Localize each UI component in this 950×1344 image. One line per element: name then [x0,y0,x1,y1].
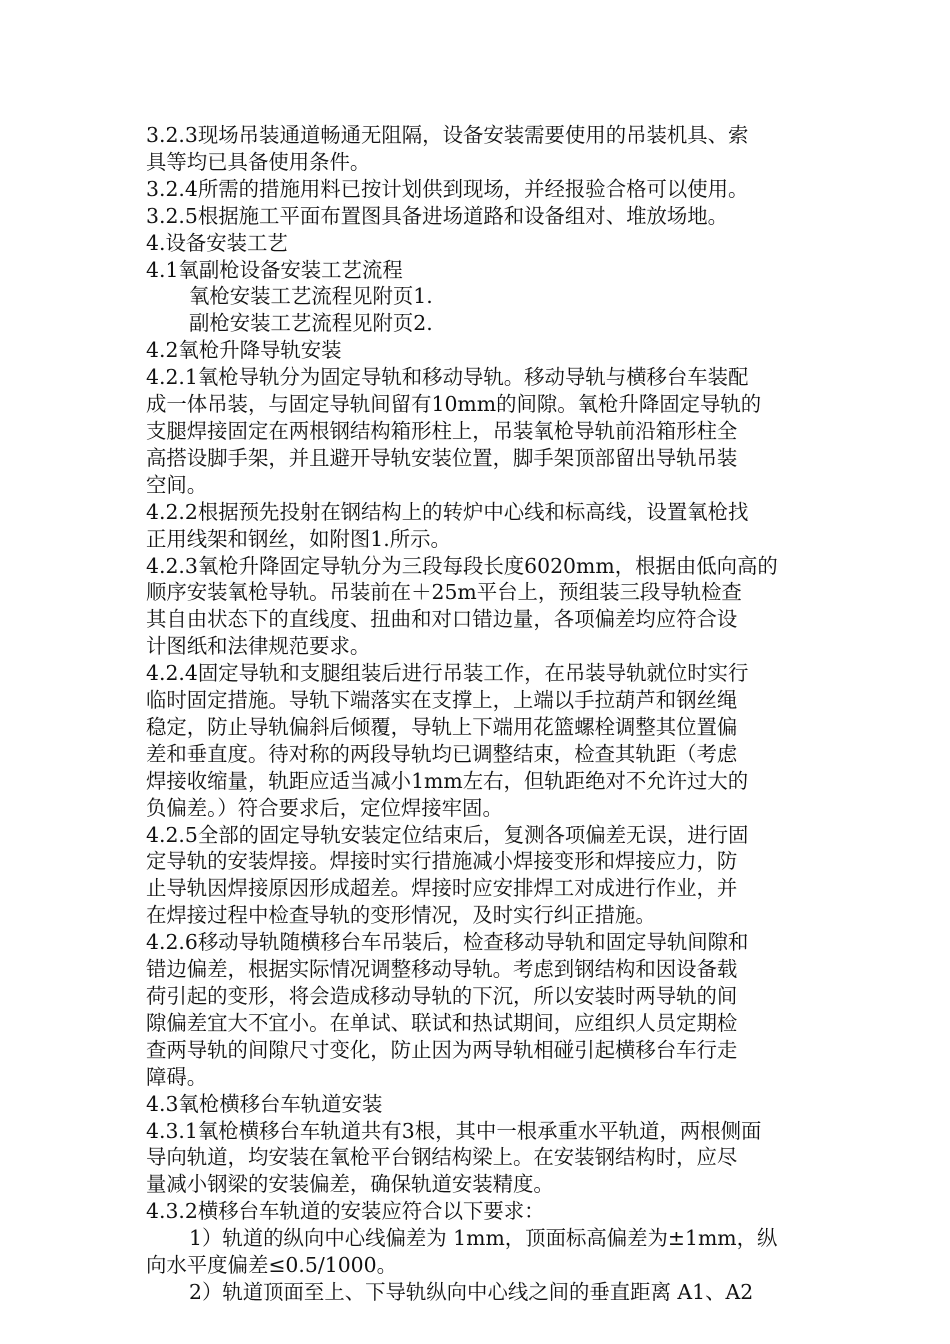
text-line: 焊接收缩量，轨距应适当减小1mm左右，但轨距绝对不允许过大的 [146,768,749,793]
text-line: 4.设备安装工艺 [146,230,288,255]
text-line: 成一体吊装，与固定导轨间留有10mm的间隙。氧枪升降固定导轨的 [146,392,762,417]
text-line: 错边偏差，根据实际情况调整移动导轨。考虑到钢结构和因设备载 [146,957,738,982]
text-line: 4.2.1氧枪导轨分为固定导轨和移动导轨。移动导轨与横移台车装配 [146,365,749,390]
text-line: 负偏差。）符合要求后，定位焊接牢固。 [146,795,503,820]
text-line: 止导轨因焊接原因形成超差。焊接时应安排焊工对成进行作业，并 [146,876,738,901]
text-line: 计图纸和法律规范要求。 [146,634,371,659]
text-line: 副枪安装工艺流程见附页2. [189,311,433,336]
text-line: 高搭设脚手架，并且避开导轨安装位置，脚手架顶部留出导轨吊装 [146,445,738,470]
text-line: 4.2.4固定导轨和支腿组装后进行吊装工作，在吊装导轨就位时实行 [146,661,749,686]
text-line: 查两导轨的间隙尺寸变化，防止因为两导轨相碰引起横移台车行走 [146,1037,738,1062]
text-line: 向水平度偏差≤0.5/1000。 [146,1253,398,1278]
text-line: 4.1氧副枪设备安装工艺流程 [146,257,403,282]
text-line: 具等均已具备使用条件。 [146,149,371,174]
text-line: 导向轨道，均安装在氧枪平台钢结构梁上。在安装钢结构时，应尽 [146,1145,738,1170]
text-line: 荷引起的变形，将会造成移动导轨的下沉，所以安装时两导轨的间 [146,984,738,1008]
text-line: 顺序安装氧枪导轨。吊装前在＋25m平台上，预组装三段导轨检查 [146,580,742,605]
text-line: 稳定，防止导轨偏斜后倾覆，导轨上下端用花篮螺栓调整其位置偏 [146,714,738,739]
text-line: 4.2.5全部的固定导轨安装定位结束后，复测各项偏差无误，进行固 [146,822,749,847]
document-body [146,122,836,1306]
text-line: 定导轨的安装焊接。焊接时实行措施减小焊接变形和焊接应力，防 [146,849,738,874]
text-line: 量减小钢梁的安装偏差，确保轨道安装精度。 [146,1172,554,1197]
text-line: 4.2.3氧枪升降固定导轨分为三段每段长度6020mm，根据由低向高的 [146,553,778,578]
text-line: 3.2.3现场吊装通道畅通无阻隔，设备安装需要使用的吊装机具、索 [146,123,749,147]
text-line: 障碍。 [146,1064,208,1089]
text-line: 4.2.6移动导轨随横移台车吊装后，检查移动导轨和固定导轨间隙和 [146,930,749,955]
text-line: 4.3氧枪横移台车轨道安装 [146,1091,383,1116]
text-line: 临时固定措施。导轨下端落实在支撑上，上端以手拉葫芦和钢丝绳 [146,688,738,713]
text-line: 4.3.2横移台车轨道的安装应符合以下要求： [146,1199,545,1224]
text-line: 1）轨道的纵向中心线偏差为 1mm，顶面标高偏差为±1mm，纵 [189,1226,778,1251]
text-line: 在焊接过程中检查导轨的变形情况，及时实行纠正措施。 [146,903,656,928]
text-line: 支腿焊接固定在两根钢结构箱形柱上，吊装氧枪导轨前沿箱形柱全 [146,418,738,443]
text-line: 3.2.4所需的措施用料已按计划供到现场，并经报验合格可以使用。 [146,176,749,201]
text-line: 4.2氧枪升降导轨安装 [146,338,342,363]
text-line: 2）轨道顶面至上、下导轨纵向中心线之间的垂直距离 A1、A2 [189,1279,754,1304]
text-line: 3.2.5根据施工平面布置图具备进场道路和设备组对、堆放场地。 [146,203,729,228]
text-line: 氧枪安装工艺流程见附页1. [189,284,433,309]
text-line: 隙偏差宜大不宜小。在单试、联试和热试期间，应组织人员定期检 [146,1010,738,1035]
text-line: 空间。 [146,472,208,497]
text-line: 4.3.1氧枪横移台车轨道共有3根，其中一根承重水平轨道，两根侧面 [146,1118,762,1143]
text-line: 正用线架和钢丝，如附图1.所示。 [146,526,451,551]
text-line: 4.2.2根据预先投射在钢结构上的转炉中心线和标高线，设置氧枪找 [146,499,749,524]
text-line: 差和垂直度。待对称的两段导轨均已调整结束，检查其轨距（考虑 [146,741,738,766]
text-line: 其自由状态下的直线度、扭曲和对口错边量，各项偏差均应符合设 [146,607,738,632]
